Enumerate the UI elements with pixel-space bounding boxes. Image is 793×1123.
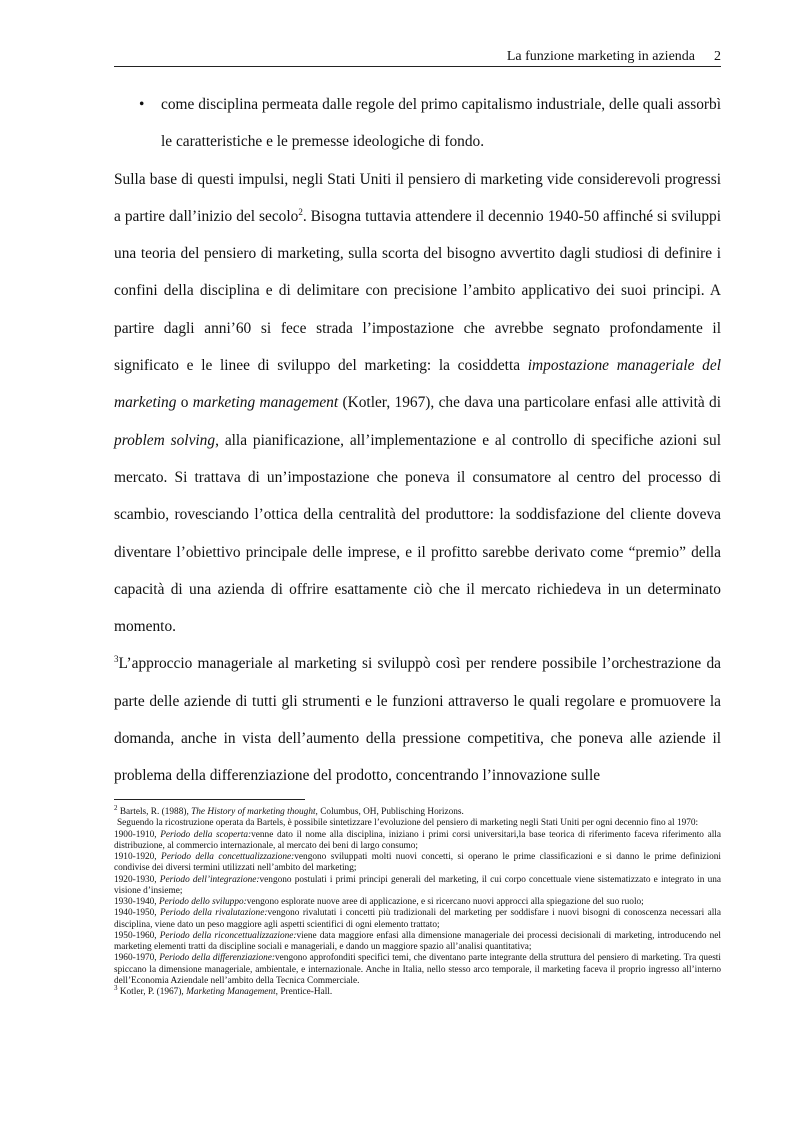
period-desc: vengono sviluppati molti nuovi concetti, si operano le prime classificazioni e si danno le prime definizioni condivise dei diversi termini utilizzati nell’ambito del marketing; (114, 852, 721, 874)
bullet-item (114, 86, 721, 161)
body-text (114, 86, 721, 795)
period-years: 1910-1920, (114, 852, 162, 862)
paragraph-2 (114, 645, 721, 794)
period-years: 1900-1910, (114, 829, 161, 840)
period-entry (114, 830, 721, 853)
period-name: Periodo della scoperta: (160, 829, 252, 840)
page-number: 2 (714, 49, 721, 64)
period-entry (114, 897, 721, 908)
footnotes (114, 804, 721, 998)
header-title: La funzione marketing in azienda (506, 49, 695, 64)
period-desc: vengono postulati i primi principi generali del marketing, il cui corpo concettuale viene sistematizzato e integrato in una visione d’insieme; (114, 874, 721, 896)
period-desc: vengono esplorate nuove aree di applicazione, e si ricercano nuovi approcci alla spiegazione del suo ruolo; (246, 897, 644, 907)
footnote-3-title: Marketing Management (186, 987, 276, 997)
period-name: Periodo della rivalutazione: (159, 908, 268, 919)
period-entry (114, 953, 721, 987)
footnote-mark-2: 2 (114, 804, 118, 812)
footnote-2-publisher: Columbus, OH, Publisching Horizons. (317, 807, 464, 817)
period-name: Periodo dell’integrazione: (159, 874, 260, 885)
italic-term-problem-solving: problem solving (114, 431, 216, 449)
period-years: 1930-1940, (114, 897, 159, 907)
paragraph-1-text-c: o (176, 394, 193, 412)
running-header (114, 46, 721, 67)
footnote-ref-2[interactable]: 2 (298, 206, 303, 217)
italic-term-managerial: impostazione manageriale del marketing (114, 357, 721, 412)
footnote-2-title: The History of marketing thought, (191, 807, 318, 817)
paragraph-1-text-d: (Kotler, 1967), che dava una particolare enfasi alle attività di (338, 394, 721, 412)
period-name: Periodo dello sviluppo: (158, 897, 247, 907)
bullet-text: come disciplina permeata dalle regole del primo capitalismo industriale, delle quali assorbì le caratteristiche e le premesse ideologiche di fondo. (161, 96, 721, 151)
period-name: Periodo della riconcettualizzazione: (159, 930, 297, 941)
period-entry (114, 852, 721, 875)
period-desc: viene data maggiore enfasi alla dimensione manageriale dei processi decisionali di marketing, introducendo nel marketing elementi tratti da discipline sociali e manageriali, e dando un maggiore spazio all’analisi quantitativa; (114, 930, 721, 952)
period-desc: vengono rivalutati i concetti più tradizionali del marketing per soddisfare i nuovi bisogni di conoscenza necessari alla disciplina, viene dato un peso maggiore agli aspetti scientifici di ogni elemento trattato; (114, 908, 721, 930)
paragraph-1-text-b: . Bisogna tuttavia attendere il decennio 1940-50 affinché si sviluppi una teoria del pensiero di marketing, sulla scorta del bisogno avvertito dagli studiosi di definire i confini della disciplina e di delimitare con precisione l’ambito applicativo dei suoi principi. A partire dagli anni’60 si fece strada l’impostazione che avrebbe segnato profondamente il significato e le linee di sviluppo del marketing: la cosiddetta (114, 207, 721, 375)
period-years: 1960-1970, (114, 953, 160, 964)
paragraph-1 (114, 161, 721, 646)
italic-term-marketing-management: marketing management (192, 394, 339, 412)
period-desc: vengono approfonditi specifici temi, che diventano parte integrante della struttura del pensiero di marketing. Tra questi spiccano la dimensione manageriale, ambientale, e internazionale. Anche in Italia, nello stesso arco temporale, il marketing faceva il proprio ingresso all’interno dell’Economia Aziendale nell’ambito della Tecnica Commerciale. (114, 953, 721, 986)
footnote-ref-3[interactable]: 3 (114, 654, 119, 665)
footnote-3-author: Kotler, P. (1967), (117, 987, 187, 997)
period-desc: venne dato il nome alla disciplina, iniziano i primi corsi universitari,la base teorica di riferimento faceva riferimento alla distribuzione, al commercio internazionale, al mercato dei beni di largo consumo; (114, 829, 721, 851)
paragraph-2-text: L’approccio manageriale al marketing si sviluppò così per rendere possibile l’orchestrazione da parte delle aziende di tutti gli strumenti e le funzioni attraverso le quali regolare e promuovere la domanda, anche in vista dell’aumento della pressione competitiva, che poneva alle aziende il problema della differenziazione del prodotto, concentrando l’innovazione sulle (114, 655, 721, 785)
period-years: 1940-1950, (114, 908, 160, 919)
period-entry (114, 875, 721, 898)
period-entry (114, 931, 721, 954)
period-name: Periodo della differenziazione: (159, 953, 276, 964)
paragraph-1-text-e: , alla pianificazione, all’implementazione e al controllo di specifiche azioni sul mercato. Si trattava di un’impostazione che poneva il consumatore al centro del processo di scambio, rovesciando l’ottica della centralità del produttore: la soddisfazione del cliente doveva diventare l’obiettivo principale delle imprese, e il profitto sarebbe derivato come “premio” della capacità di una azienda di offrire esattamente ciò che il mercato richiedeva in un determinato momento. (114, 431, 721, 636)
footnote-mark-3: 3 (114, 984, 118, 992)
footnote-3-publisher: , Prentice-Hall. (275, 987, 333, 997)
footnote-2-author: Bartels, R. (1988), (117, 807, 192, 817)
period-name: Periodo della concettualizzazione: (161, 852, 295, 862)
footnote-2-intro: Seguendo la ricostruzione operata da Bartels, è possibile sintetizzare l’evoluzione del pensiero di marketing negli Stati Uniti per ogni decennio fino al 1970: (117, 818, 699, 829)
footnote-separator (114, 799, 305, 800)
period-entry (114, 908, 721, 931)
period-years: 1920-1930, (114, 874, 160, 885)
footnote-3 (114, 984, 721, 998)
footnote-2 (114, 804, 721, 818)
period-years: 1950-1960, (114, 930, 160, 941)
bullet-icon: • (139, 96, 145, 113)
paragraph-1-text-a: Sulla base di questi impulsi, negli Stati Uniti il pensiero di marketing vide considerevoli progressi a partire dall’inizio del secolo (114, 170, 721, 225)
